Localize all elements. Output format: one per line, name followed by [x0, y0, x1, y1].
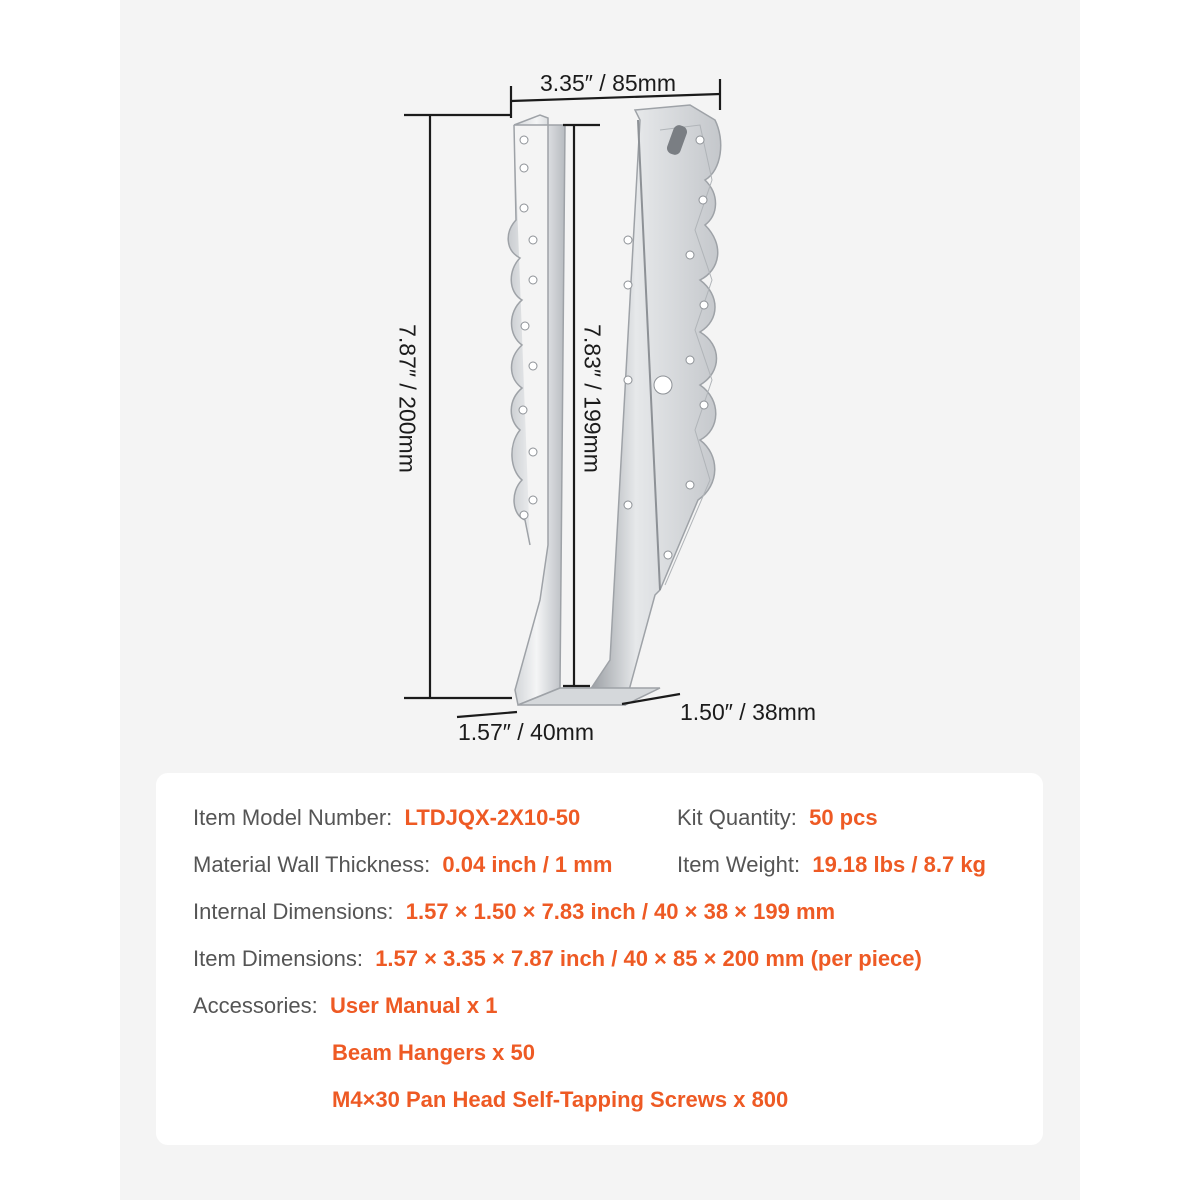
weight-label: Item Weight:: [677, 852, 801, 877]
quantity-value: 50 pcs: [809, 805, 878, 830]
quantity-row: [677, 805, 878, 831]
accessory-item: Beam Hangers x 50: [332, 1040, 535, 1065]
width-dimension-label: 3.35″ / 85mm: [540, 70, 676, 96]
item-dimensions-row: [193, 946, 922, 972]
quantity-label: Kit Quantity:: [677, 805, 797, 830]
accessory-item: User Manual x 1: [329, 993, 498, 1018]
item-dimensions-value: 1.57 × 3.35 × 7.87 inch / 40 × 85 × 200 mm (per piece): [375, 946, 922, 971]
internal-dimensions-value: 1.57 × 1.50 × 7.83 inch / 40 × 38 × 199 mm: [405, 899, 836, 924]
side-depth-dimension-label: 1.50″ / 38mm: [680, 699, 816, 725]
accessory-item: M4×30 Pan Head Self-Tapping Screws x 800: [332, 1087, 789, 1112]
weight-row: [677, 852, 986, 878]
outer-height-dimension-label: 7.87″ / 200mm: [394, 324, 421, 473]
thickness-row: [193, 852, 612, 878]
model-row: [193, 805, 580, 831]
weight-value: 19.18 lbs / 8.7 kg: [812, 852, 986, 877]
item-dimensions-label: Item Dimensions:: [193, 946, 363, 971]
accessories-label: Accessories:: [193, 993, 318, 1018]
model-value: LTDJQX-2X10-50: [404, 805, 581, 830]
front-depth-dimension-label: 1.57″ / 40mm: [458, 719, 594, 745]
accessories-row: [193, 993, 497, 1019]
thickness-value: 0.04 inch / 1 mm: [442, 852, 613, 877]
left-flange: [508, 115, 565, 705]
internal-dimensions-label: Internal Dimensions:: [193, 899, 394, 924]
thickness-label: Material Wall Thickness:: [193, 852, 431, 877]
internal-dimensions-row: [193, 899, 835, 925]
inner-height-dimension-label: 7.83″ / 199mm: [579, 324, 606, 473]
model-label: Item Model Number:: [193, 805, 393, 830]
